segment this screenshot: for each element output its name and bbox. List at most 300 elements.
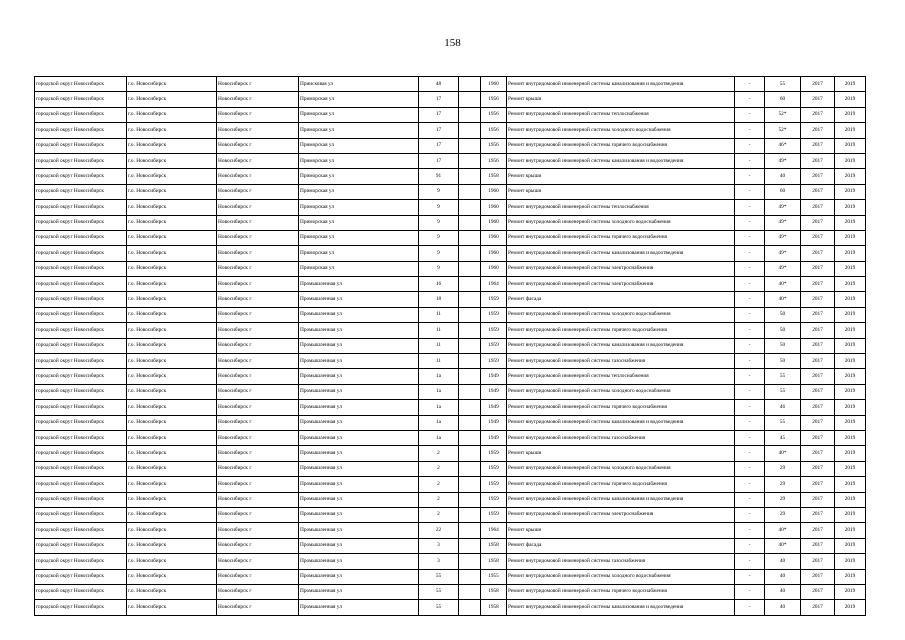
cell-municipality: городской округ Новосибирск (35, 461, 127, 476)
cell-house: 17 (419, 123, 459, 138)
cell-end-year: 2019 (835, 200, 866, 215)
cell-year-built: 1960 (481, 261, 507, 276)
cell-locality: Новосибирск г (217, 338, 299, 353)
cell-settlement: г.о. Новосибирск (127, 138, 217, 153)
cell-settlement: г.о. Новосибирск (127, 430, 217, 445)
cell-locality: Новосибирск г (217, 107, 299, 122)
cell-work-type: Ремонт крыши (507, 169, 735, 184)
cell-settlement: г.о. Новосибирск (127, 292, 217, 307)
cell-cost: 40 (765, 600, 801, 615)
cell-settlement: г.о. Новосибирск (127, 200, 217, 215)
cell-end-year: 2019 (835, 107, 866, 122)
cell-municipality: городской округ Новосибирск (35, 430, 127, 445)
cell-work-type: Ремонт фасада (507, 292, 735, 307)
table-row (35, 307, 866, 322)
cell-municipality: городской округ Новосибирск (35, 200, 127, 215)
cell-start-year: 2017 (801, 215, 835, 230)
cell-work-type: Ремонт крыши (507, 446, 735, 461)
cell-settlement: г.о. Новосибирск (127, 123, 217, 138)
cell-municipality: городской округ Новосибирск (35, 323, 127, 338)
cell-locality: Новосибирск г (217, 523, 299, 538)
cell-year-built: 1959 (481, 461, 507, 476)
cell-municipality: городской округ Новосибирск (35, 354, 127, 369)
cell-house: 55 (419, 584, 459, 599)
cell-house: 1а (419, 369, 459, 384)
cell-house: 48 (419, 77, 459, 92)
cell-cost: 29 (765, 507, 801, 522)
cell-year-built: 1949 (481, 400, 507, 415)
cell-settlement: г.о. Новосибирск (127, 384, 217, 399)
cell-year-built: 1956 (481, 107, 507, 122)
table-row (35, 123, 866, 138)
cell-locality: Новосибирск г (217, 292, 299, 307)
repair-plan-table (34, 76, 866, 616)
cell-municipality: городской округ Новосибирск (35, 261, 127, 276)
cell-work-type: Ремонт внутридомовой инженерной системы холодного водоснабжения (507, 307, 735, 322)
cell-year-built: 1958 (481, 538, 507, 553)
cell-municipality: городской округ Новосибирск (35, 277, 127, 292)
cell-building (459, 123, 481, 138)
table-row (35, 477, 866, 492)
cell-building (459, 384, 481, 399)
cell-locality: Новосибирск г (217, 600, 299, 615)
cell-street: Приморская ул (299, 153, 419, 168)
cell-house: 9 (419, 215, 459, 230)
cell-locality: Новосибирск г (217, 123, 299, 138)
cell-start-year: 2017 (801, 230, 835, 245)
cell-municipality: городской округ Новосибирск (35, 153, 127, 168)
cell-house: 18 (419, 292, 459, 307)
cell-street: Промышленная ул (299, 415, 419, 430)
cell-locality: Новосибирск г (217, 246, 299, 261)
cell-settlement: г.о. Новосибирск (127, 415, 217, 430)
cell-house: 11 (419, 323, 459, 338)
table-row (35, 107, 866, 122)
cell-street: Приморская ул (299, 184, 419, 199)
cell-work-volume: - (735, 338, 765, 353)
cell-street: Промышленная ул (299, 492, 419, 507)
cell-municipality: городской округ Новосибирск (35, 307, 127, 322)
cell-building (459, 354, 481, 369)
cell-work-type: Ремонт внутридомовой инженерной системы холодного водоснабжения (507, 569, 735, 584)
table-row (35, 338, 866, 353)
cell-year-built: 1958 (481, 584, 507, 599)
cell-start-year: 2017 (801, 354, 835, 369)
cell-street: Приморская ул (299, 123, 419, 138)
table-row (35, 430, 866, 445)
cell-street: Промышленная ул (299, 338, 419, 353)
cell-end-year: 2019 (835, 415, 866, 430)
cell-cost: 52* (765, 107, 801, 122)
cell-work-volume: - (735, 446, 765, 461)
cell-house: 9 (419, 261, 459, 276)
cell-work-volume: - (735, 92, 765, 107)
cell-settlement: г.о. Новосибирск (127, 261, 217, 276)
cell-cost: 40* (765, 523, 801, 538)
cell-year-built: 1956 (481, 123, 507, 138)
cell-end-year: 2019 (835, 354, 866, 369)
cell-work-volume: - (735, 230, 765, 245)
cell-work-volume: - (735, 77, 765, 92)
cell-municipality: городской округ Новосибирск (35, 338, 127, 353)
cell-end-year: 2019 (835, 369, 866, 384)
cell-building (459, 477, 481, 492)
cell-start-year: 2017 (801, 584, 835, 599)
cell-locality: Новосибирск г (217, 323, 299, 338)
cell-work-type: Ремонт внутридомовой инженерной системы горячего водоснабжения (507, 400, 735, 415)
cell-end-year: 2019 (835, 123, 866, 138)
cell-building (459, 569, 481, 584)
cell-start-year: 2017 (801, 169, 835, 184)
cell-work-volume: - (735, 384, 765, 399)
cell-work-type: Ремонт внутридомовой инженерной системы электроснабжения (507, 277, 735, 292)
cell-building (459, 415, 481, 430)
cell-settlement: г.о. Новосибирск (127, 569, 217, 584)
cell-end-year: 2019 (835, 584, 866, 599)
cell-settlement: г.о. Новосибирск (127, 523, 217, 538)
table-row (35, 92, 866, 107)
cell-street: Промышленная ул (299, 307, 419, 322)
cell-settlement: г.о. Новосибирск (127, 461, 217, 476)
cell-year-built: 1956 (481, 138, 507, 153)
cell-street: Промышленная ул (299, 384, 419, 399)
cell-settlement: г.о. Новосибирск (127, 246, 217, 261)
cell-cost: 50 (765, 307, 801, 322)
cell-work-type: Ремонт внутридомовой инженерной системы канализования и водоотведения (507, 338, 735, 353)
cell-municipality: городской округ Новосибирск (35, 215, 127, 230)
cell-locality: Новосибирск г (217, 169, 299, 184)
cell-house: 2 (419, 492, 459, 507)
cell-street: Приморская ул (299, 261, 419, 276)
cell-municipality: городской округ Новосибирск (35, 107, 127, 122)
cell-house: 17 (419, 138, 459, 153)
table-row (35, 169, 866, 184)
cell-cost: 49* (765, 261, 801, 276)
cell-street: Приморская ул (299, 215, 419, 230)
cell-house: 3 (419, 554, 459, 569)
cell-locality: Новосибирск г (217, 400, 299, 415)
cell-settlement: г.о. Новосибирск (127, 153, 217, 168)
cell-locality: Новосибирск г (217, 261, 299, 276)
cell-municipality: городской округ Новосибирск (35, 554, 127, 569)
cell-street: Промышленная ул (299, 446, 419, 461)
cell-building (459, 138, 481, 153)
cell-locality: Новосибирск г (217, 461, 299, 476)
cell-building (459, 230, 481, 245)
cell-work-volume: - (735, 538, 765, 553)
cell-settlement: г.о. Новосибирск (127, 369, 217, 384)
cell-year-built: 1964 (481, 523, 507, 538)
cell-work-type: Ремонт внутридомовой инженерной системы горячего водоснабжения (507, 477, 735, 492)
cell-house: 2 (419, 477, 459, 492)
cell-street: Приморская ул (299, 169, 419, 184)
cell-cost: 55 (765, 415, 801, 430)
cell-house: 2 (419, 446, 459, 461)
cell-end-year: 2019 (835, 477, 866, 492)
cell-start-year: 2017 (801, 277, 835, 292)
cell-year-built: 1949 (481, 369, 507, 384)
cell-locality: Новосибирск г (217, 584, 299, 599)
cell-cost: 49* (765, 230, 801, 245)
cell-cost: 45 (765, 430, 801, 445)
cell-municipality: городской округ Новосибирск (35, 477, 127, 492)
cell-building (459, 338, 481, 353)
cell-house: 17 (419, 92, 459, 107)
cell-start-year: 2017 (801, 446, 835, 461)
cell-street: Промышленная ул (299, 323, 419, 338)
cell-cost: 50 (765, 323, 801, 338)
cell-cost: 40* (765, 446, 801, 461)
cell-start-year: 2017 (801, 554, 835, 569)
cell-end-year: 2019 (835, 523, 866, 538)
cell-municipality: городской округ Новосибирск (35, 292, 127, 307)
cell-building (459, 261, 481, 276)
cell-building (459, 215, 481, 230)
cell-building (459, 200, 481, 215)
cell-work-type: Ремонт внутридомовой инженерной системы канализования и водоотведения (507, 246, 735, 261)
cell-house: 17 (419, 153, 459, 168)
cell-street: Промышленная ул (299, 507, 419, 522)
table-row (35, 369, 866, 384)
cell-work-volume: - (735, 600, 765, 615)
cell-work-volume: - (735, 492, 765, 507)
cell-municipality: городской округ Новосибирск (35, 369, 127, 384)
cell-end-year: 2019 (835, 230, 866, 245)
cell-year-built: 1959 (481, 507, 507, 522)
cell-house: 91 (419, 169, 459, 184)
cell-start-year: 2017 (801, 323, 835, 338)
cell-house: 11 (419, 307, 459, 322)
cell-municipality: городской округ Новосибирск (35, 400, 127, 415)
cell-street: Промышленная ул (299, 584, 419, 599)
cell-end-year: 2019 (835, 600, 866, 615)
cell-settlement: г.о. Новосибирск (127, 446, 217, 461)
cell-building (459, 92, 481, 107)
cell-street: Промышленная ул (299, 430, 419, 445)
cell-settlement: г.о. Новосибирск (127, 107, 217, 122)
cell-year-built: 1960 (481, 184, 507, 199)
table-row (35, 492, 866, 507)
cell-cost: 50 (765, 338, 801, 353)
cell-work-type: Ремонт внутридомовой инженерной системы канализования и водоотведения (507, 77, 735, 92)
cell-settlement: г.о. Новосибирск (127, 277, 217, 292)
cell-work-type: Ремонт внутридомовой инженерной системы теплоснабжения (507, 200, 735, 215)
cell-year-built: 1960 (481, 215, 507, 230)
cell-street: Промышленная ул (299, 600, 419, 615)
cell-locality: Новосибирск г (217, 384, 299, 399)
cell-settlement: г.о. Новосибирск (127, 230, 217, 245)
cell-work-volume: - (735, 430, 765, 445)
cell-street: Промышленная ул (299, 569, 419, 584)
cell-municipality: городской округ Новосибирск (35, 246, 127, 261)
cell-street: Промышленная ул (299, 554, 419, 569)
cell-work-type: Ремонт внутридомовой инженерной системы канализования и водоотведения (507, 492, 735, 507)
cell-start-year: 2017 (801, 307, 835, 322)
cell-year-built: 1958 (481, 554, 507, 569)
table-row (35, 461, 866, 476)
cell-work-type: Ремонт внутридомовой инженерной системы горячего водоснабжения (507, 230, 735, 245)
cell-cost: 40 (765, 554, 801, 569)
cell-cost: 49* (765, 215, 801, 230)
cell-cost: 29 (765, 492, 801, 507)
cell-cost: 40* (765, 292, 801, 307)
cell-year-built: 1955 (481, 569, 507, 584)
cell-settlement: г.о. Новосибирск (127, 215, 217, 230)
cell-end-year: 2019 (835, 261, 866, 276)
cell-work-volume: - (735, 123, 765, 138)
cell-year-built: 1949 (481, 415, 507, 430)
cell-start-year: 2017 (801, 461, 835, 476)
cell-end-year: 2019 (835, 430, 866, 445)
cell-end-year: 2019 (835, 323, 866, 338)
table-row (35, 400, 866, 415)
cell-building (459, 400, 481, 415)
cell-year-built: 1960 (481, 246, 507, 261)
cell-start-year: 2017 (801, 492, 835, 507)
cell-start-year: 2017 (801, 200, 835, 215)
cell-work-type: Ремонт внутридомовой инженерной системы холодного водоснабжения (507, 215, 735, 230)
cell-start-year: 2017 (801, 292, 835, 307)
cell-work-volume: - (735, 169, 765, 184)
cell-work-volume: - (735, 246, 765, 261)
cell-cost: 29 (765, 477, 801, 492)
cell-start-year: 2017 (801, 523, 835, 538)
cell-work-volume: - (735, 554, 765, 569)
cell-locality: Новосибирск г (217, 415, 299, 430)
cell-work-type: Ремонт внутридомовой инженерной системы канализования и водоотведения (507, 153, 735, 168)
cell-building (459, 184, 481, 199)
table-row (35, 200, 866, 215)
cell-start-year: 2017 (801, 415, 835, 430)
table-row (35, 523, 866, 538)
cell-work-type: Ремонт внутридомовой инженерной системы газоснабжения (507, 354, 735, 369)
cell-work-type: Ремонт внутридомовой инженерной системы горячего водоснабжения (507, 584, 735, 599)
cell-building (459, 554, 481, 569)
table-row (35, 354, 866, 369)
cell-work-type: Ремонт внутридомовой инженерной системы электроснабжения (507, 261, 735, 276)
cell-work-volume: - (735, 153, 765, 168)
cell-municipality: городской округ Новосибирск (35, 523, 127, 538)
cell-street: Приморская ул (299, 107, 419, 122)
cell-work-type: Ремонт внутридомовой инженерной системы холодного водоснабжения (507, 123, 735, 138)
cell-municipality: городской округ Новосибирск (35, 123, 127, 138)
cell-settlement: г.о. Новосибирск (127, 184, 217, 199)
cell-work-type: Ремонт внутридомовой инженерной системы теплоснабжения (507, 107, 735, 122)
cell-start-year: 2017 (801, 338, 835, 353)
table-row (35, 507, 866, 522)
cell-end-year: 2019 (835, 400, 866, 415)
cell-locality: Новосибирск г (217, 446, 299, 461)
table-row (35, 77, 866, 92)
cell-settlement: г.о. Новосибирск (127, 323, 217, 338)
cell-work-type: Ремонт крыши (507, 184, 735, 199)
cell-cost: 60 (765, 92, 801, 107)
cell-municipality: городской округ Новосибирск (35, 92, 127, 107)
cell-street: Промышленная ул (299, 523, 419, 538)
cell-locality: Новосибирск г (217, 153, 299, 168)
cell-municipality: городской округ Новосибирск (35, 538, 127, 553)
cell-work-volume: - (735, 307, 765, 322)
cell-municipality: городской округ Новосибирск (35, 169, 127, 184)
cell-street: Промышленная ул (299, 477, 419, 492)
table-row (35, 584, 866, 599)
cell-year-built: 1958 (481, 600, 507, 615)
cell-municipality: городской округ Новосибирск (35, 77, 127, 92)
cell-cost: 40* (765, 277, 801, 292)
cell-house: 55 (419, 600, 459, 615)
cell-start-year: 2017 (801, 600, 835, 615)
cell-street: Приморская ул (299, 92, 419, 107)
cell-street: Промышленная ул (299, 400, 419, 415)
cell-work-type: Ремонт внутридомовой инженерной системы газоснабжения (507, 430, 735, 445)
cell-building (459, 461, 481, 476)
cell-house: 11 (419, 354, 459, 369)
cell-cost: 55 (765, 384, 801, 399)
page-number: 158 (444, 37, 461, 49)
cell-cost: 46 (765, 400, 801, 415)
cell-house: 9 (419, 246, 459, 261)
cell-year-built: 1960 (481, 200, 507, 215)
cell-locality: Новосибирск г (217, 492, 299, 507)
cell-start-year: 2017 (801, 184, 835, 199)
cell-locality: Новосибирск г (217, 200, 299, 215)
cell-start-year: 2017 (801, 246, 835, 261)
cell-building (459, 307, 481, 322)
cell-end-year: 2019 (835, 384, 866, 399)
cell-cost: 55 (765, 369, 801, 384)
cell-municipality: городской округ Новосибирск (35, 584, 127, 599)
cell-street: Промышленная ул (299, 369, 419, 384)
cell-municipality: городской округ Новосибирск (35, 184, 127, 199)
cell-end-year: 2019 (835, 338, 866, 353)
cell-cost: 40 (765, 569, 801, 584)
table-body (35, 77, 866, 616)
cell-municipality: городской округ Новосибирск (35, 446, 127, 461)
cell-locality: Новосибирск г (217, 538, 299, 553)
cell-street: Промышленная ул (299, 461, 419, 476)
table-row (35, 384, 866, 399)
cell-year-built: 1960 (481, 77, 507, 92)
cell-year-built: 1964 (481, 277, 507, 292)
cell-cost: 49* (765, 153, 801, 168)
cell-building (459, 507, 481, 522)
cell-locality: Новосибирск г (217, 230, 299, 245)
table-row (35, 323, 866, 338)
cell-work-volume: - (735, 400, 765, 415)
cell-work-volume: - (735, 292, 765, 307)
cell-work-type: Ремонт внутридомовой инженерной системы канализования и водоотведения (507, 600, 735, 615)
cell-house: 16 (419, 277, 459, 292)
cell-end-year: 2019 (835, 507, 866, 522)
cell-end-year: 2019 (835, 169, 866, 184)
table-row (35, 153, 866, 168)
cell-municipality: городской округ Новосибирск (35, 384, 127, 399)
cell-street: Приисковая ул (299, 77, 419, 92)
cell-house: 17 (419, 107, 459, 122)
cell-work-volume: - (735, 261, 765, 276)
cell-work-volume: - (735, 369, 765, 384)
cell-start-year: 2017 (801, 92, 835, 107)
cell-year-built: 1959 (481, 492, 507, 507)
cell-start-year: 2017 (801, 107, 835, 122)
cell-year-built: 1959 (481, 477, 507, 492)
cell-work-type: Ремонт внутридомовой инженерной системы канализования и водоотведения (507, 415, 735, 430)
table-row (35, 246, 866, 261)
cell-municipality: городской округ Новосибирск (35, 600, 127, 615)
cell-street: Приморская ул (299, 230, 419, 245)
cell-settlement: г.о. Новосибирск (127, 584, 217, 599)
cell-end-year: 2019 (835, 554, 866, 569)
